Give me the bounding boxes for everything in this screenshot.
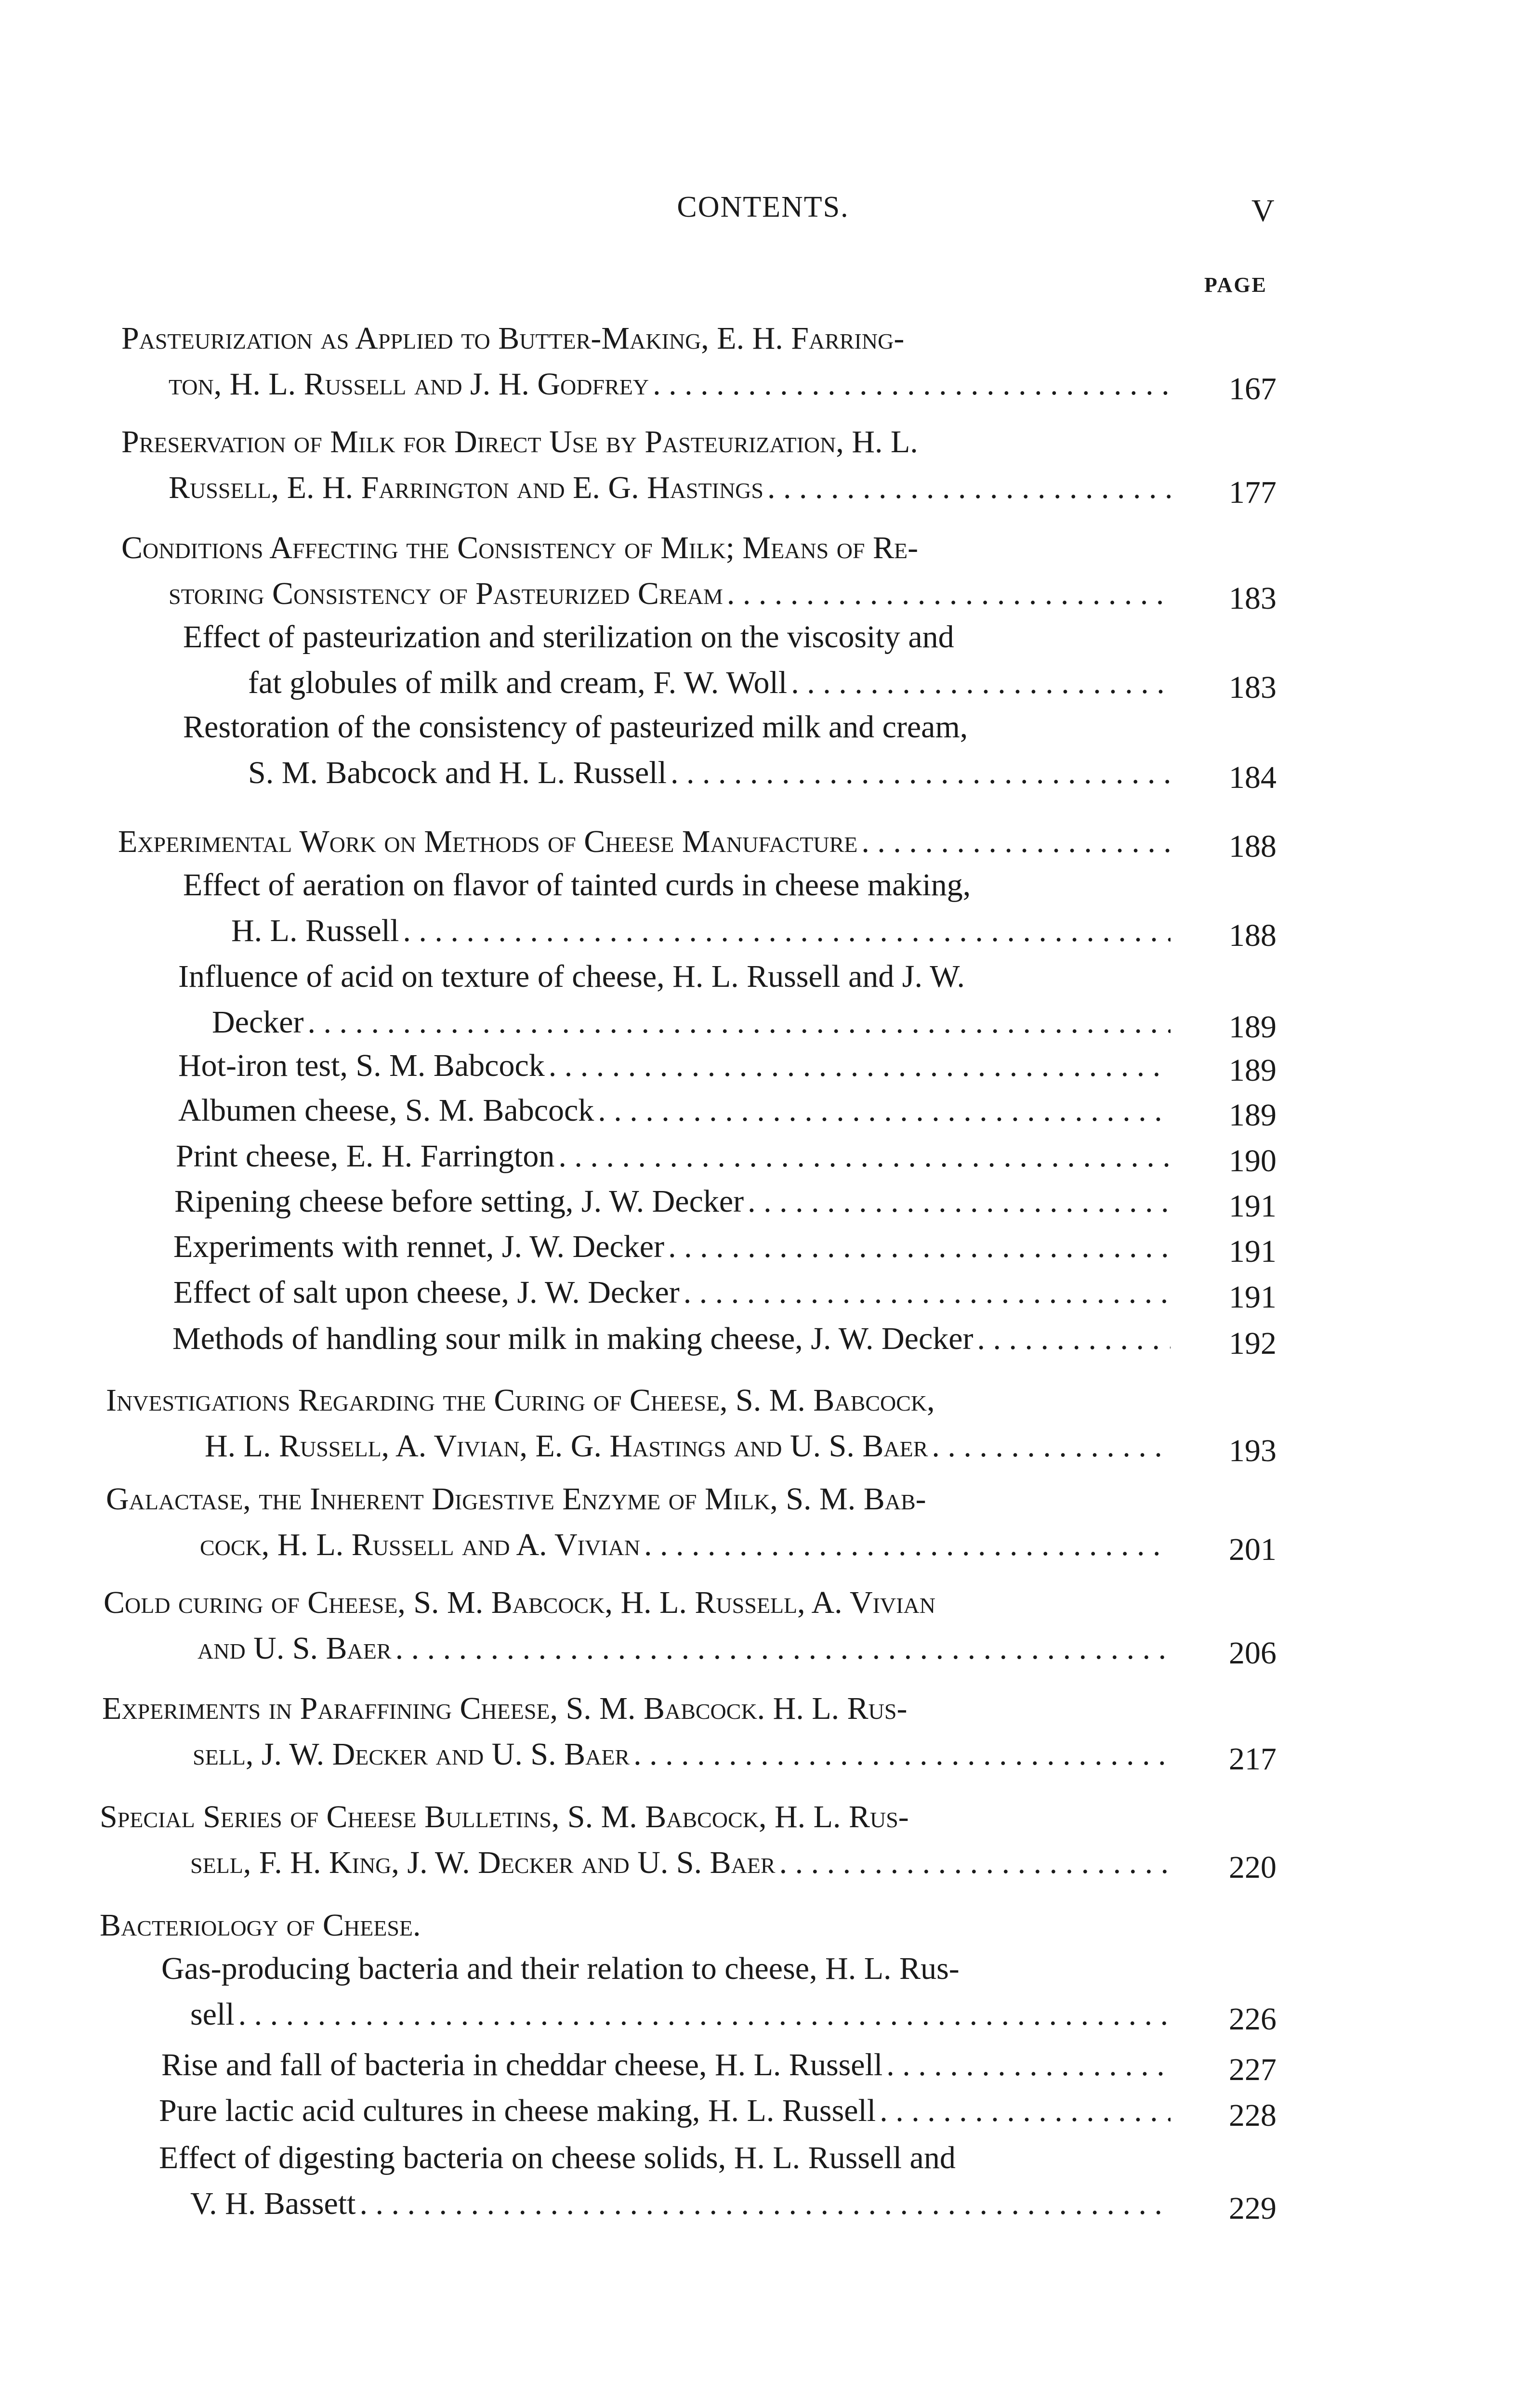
toc-entry-line	[161, 2042, 1171, 2088]
running-title: CONTENTS.	[677, 191, 849, 223]
toc-entry	[159, 2088, 1171, 2133]
toc-entry-line	[159, 2088, 1171, 2133]
leader-dots	[403, 908, 1171, 954]
toc-entry-text: Effect of digesting bacteria on cheese solids, H. L. Russell and	[159, 2140, 956, 2175]
toc-entry	[104, 1580, 1171, 1671]
toc-page-number: 167	[1229, 371, 1276, 406]
toc-entry-text: Special Series of Cheese Bulletins, S. M. Babcock, H. L. Rus-	[100, 1799, 909, 1834]
toc-entry	[173, 1269, 1171, 1315]
toc-entry	[121, 525, 1171, 616]
page-folio: V	[1251, 193, 1275, 228]
toc-entry-line	[173, 1269, 1171, 1315]
toc-entry	[178, 954, 1171, 1045]
toc-entry-text: Investigations Regarding the Curing of Cheese, S. M. Babcock,	[106, 1383, 935, 1418]
toc-entry	[173, 1224, 1171, 1269]
toc-entry-text: Decker	[212, 1005, 304, 1040]
toc-entry-text: sell	[190, 1997, 235, 2032]
toc-entry-text: storing Consistency of Pasteurized Cream	[169, 576, 723, 611]
toc-page-number: 192	[1229, 1326, 1276, 1361]
leader-dots	[395, 1625, 1171, 1671]
toc-entry-line	[100, 1902, 1171, 1948]
toc-page-number: 191	[1229, 1189, 1276, 1224]
toc-entry-text: Galactase, the Inherent Digestive Enzyme of Milk, S. M. Bab-	[106, 1481, 926, 1517]
toc-entry	[100, 1794, 1171, 1885]
toc-entry-text: Gas-producing bacteria and their relation to cheese, H. L. Rus-	[161, 1951, 960, 1986]
toc-page-number: 188	[1229, 829, 1276, 864]
toc-entry-line	[176, 1133, 1171, 1179]
toc-entry-line	[161, 1946, 1171, 1991]
toc-entry-text: and U. S. Baer	[197, 1631, 392, 1666]
leader-dots	[558, 1133, 1171, 1179]
toc-entry-line	[106, 1476, 1171, 1522]
leader-dots	[653, 361, 1171, 407]
leader-dots	[238, 1991, 1171, 2037]
toc-entry	[178, 1087, 1171, 1133]
toc-entry	[176, 1133, 1171, 1179]
toc-entry-line	[161, 1991, 1171, 2037]
toc-entry-text: Rise and fall of bacteria in cheddar cheese, H. L. Russell	[161, 2047, 883, 2082]
toc-page-number: 226	[1229, 2002, 1276, 2037]
toc-entry-text: Albumen cheese, S. M. Babcock	[178, 1093, 594, 1128]
leader-dots	[748, 1178, 1171, 1224]
toc-entry	[183, 614, 1171, 706]
toc-page-number: 193	[1229, 1433, 1276, 1468]
toc-entry-text: V. H. Bassett	[190, 2186, 356, 2221]
toc-entry-text: Conditions Affecting the Consistency of Milk; Means of Re-	[121, 530, 919, 565]
toc-entry-text: Bacteriology of Cheese.	[100, 1908, 421, 1943]
toc-entry-line	[102, 1686, 1171, 1731]
leader-dots	[791, 660, 1171, 706]
leader-dots	[549, 1043, 1171, 1088]
toc-entry-text: Methods of handling sour milk in making cheese, J. W. Decker	[172, 1321, 973, 1356]
toc-entry	[121, 419, 1171, 510]
toc-entry-text: Russell, E. H. Farrington and E. G. Hastings	[169, 470, 763, 505]
toc-entry-line	[183, 704, 1171, 750]
toc-page-number: 184	[1229, 760, 1276, 795]
toc-entry	[106, 1377, 1171, 1469]
toc-entry-text: Experiments in Paraffining Cheese, S. M. Babcock. H. L. Rus-	[102, 1691, 908, 1726]
toc-entry-line	[159, 2181, 1171, 2226]
toc-entry-line	[102, 1731, 1171, 1777]
toc-entry-line	[100, 1840, 1171, 1885]
toc-page-number: 228	[1229, 2098, 1276, 2133]
toc-entry-text: Preservation of Milk for Direct Use by Pasteurization, H. L.	[121, 424, 918, 459]
toc-entry-line	[174, 1178, 1171, 1224]
leader-dots	[779, 1840, 1171, 1885]
page-column-label: PAGE	[1204, 273, 1267, 297]
toc-page-number: 227	[1229, 2052, 1276, 2087]
leader-dots	[671, 750, 1171, 796]
toc-entry-line	[104, 1625, 1171, 1671]
toc-entry-line	[183, 908, 1171, 954]
toc-entry-line	[121, 315, 1171, 361]
toc-entry	[102, 1686, 1171, 1777]
leader-dots	[308, 999, 1171, 1045]
toc-page-number: 188	[1229, 918, 1276, 953]
toc-page-number: 189	[1229, 1053, 1276, 1088]
toc-entry-text: Pure lactic acid cultures in cheese making, H. L. Russell	[159, 2093, 876, 2128]
toc-entry-line	[178, 1087, 1171, 1133]
leader-dots	[880, 2088, 1171, 2133]
toc-page-number: 206	[1229, 1636, 1276, 1671]
leader-dots	[668, 1224, 1171, 1269]
toc-entry-line	[118, 819, 1171, 864]
toc-page-number: 229	[1229, 2191, 1276, 2226]
toc-entry-line	[172, 1316, 1171, 1361]
toc-entry	[178, 1043, 1171, 1088]
toc-page-number: 183	[1229, 670, 1276, 705]
toc-page-number: 190	[1229, 1143, 1276, 1178]
leader-dots	[598, 1087, 1171, 1133]
toc-page-number: 189	[1229, 1098, 1276, 1133]
toc-entry	[161, 2042, 1171, 2088]
toc-entry-line	[183, 660, 1171, 706]
toc-entry-line	[121, 571, 1171, 616]
toc-page-number: 177	[1229, 475, 1276, 510]
toc-entry	[100, 1902, 1171, 1948]
toc-entry-line	[106, 1423, 1171, 1469]
toc-entry	[159, 2135, 1171, 2226]
toc-entry-text: Influence of acid on texture of cheese, H. L. Russell and J. W.	[178, 959, 965, 994]
toc-entry-line	[183, 614, 1171, 660]
leader-dots	[767, 465, 1171, 510]
leader-dots	[359, 2181, 1171, 2226]
toc-entry-text: Effect of aeration on flavor of tainted curds in cheese making,	[183, 867, 971, 903]
toc-entry	[183, 862, 1171, 954]
toc-entry-text: Experimental Work on Methods of Cheese Manufacture	[118, 824, 858, 859]
toc-entry-text: Experiments with rennet, J. W. Decker	[173, 1229, 665, 1264]
toc-entry-text: Pasteurization as Applied to Butter-Making, E. H. Farring-	[121, 321, 905, 356]
toc-entry-line	[104, 1580, 1171, 1625]
toc-entry-text: Effect of salt upon cheese, J. W. Decker	[173, 1275, 680, 1310]
toc-entry-line	[121, 525, 1171, 571]
toc-entry-text: sell, J. W. Decker and U. S. Baer	[193, 1737, 630, 1772]
toc-entry-text: Hot-iron test, S. M. Babcock	[178, 1048, 545, 1083]
leader-dots	[633, 1731, 1171, 1777]
toc-entry-text: Ripening cheese before setting, J. W. Decker	[174, 1184, 744, 1219]
toc-page-number: 191	[1229, 1280, 1276, 1315]
leader-dots	[644, 1522, 1171, 1568]
toc-entry	[183, 704, 1171, 796]
toc-entry	[121, 315, 1171, 407]
leader-dots	[886, 2042, 1171, 2088]
toc-entry-text: cock, H. L. Russell and A. Vivian	[200, 1527, 640, 1562]
toc-entry-line	[178, 1043, 1171, 1088]
toc-entry-line	[178, 999, 1171, 1045]
toc-entry-text: Restoration of the consistency of pasteurized milk and cream,	[183, 709, 968, 745]
toc-page-number: 217	[1229, 1741, 1276, 1777]
toc-entry	[174, 1178, 1171, 1224]
toc-entry-line	[121, 465, 1171, 510]
toc-entry-text: fat globules of milk and cream, F. W. Woll	[248, 665, 788, 700]
leader-dots	[727, 571, 1171, 616]
toc-entry-text: ton, H. L. Russell and J. H. Godfrey	[169, 366, 649, 402]
toc-entry-text: H. L. Russell	[231, 913, 399, 948]
toc-entry	[106, 1476, 1171, 1568]
toc-entry-line	[121, 419, 1171, 465]
toc-entry-text: Effect of pasteurization and sterilization on the viscosity and	[183, 619, 954, 654]
toc-entry-line	[183, 750, 1171, 796]
toc-entry-text: H. L. Russell, A. Vivian, E. G. Hastings and U. S. Baer	[205, 1428, 928, 1464]
leader-dots	[977, 1316, 1171, 1361]
toc-page-number: 201	[1229, 1532, 1276, 1567]
leader-dots	[684, 1269, 1171, 1315]
toc-entry-line	[106, 1522, 1171, 1568]
toc-entry-line	[178, 954, 1171, 999]
toc-entry-line	[159, 2135, 1171, 2181]
leader-dots	[861, 819, 1171, 864]
toc-entry-line	[100, 1794, 1171, 1840]
toc-page-number: 189	[1229, 1009, 1276, 1045]
toc-page-number: 183	[1229, 581, 1276, 616]
toc-entry-line	[173, 1224, 1171, 1269]
toc-page-number: 191	[1229, 1234, 1276, 1269]
toc-entry-text: sell, F. H. King, J. W. Decker and U. S. Baer	[190, 1845, 776, 1880]
toc-entry-text: S. M. Babcock and H. L. Russell	[248, 755, 667, 790]
toc-page-number: 220	[1229, 1850, 1276, 1885]
toc-entry	[172, 1316, 1171, 1361]
toc-entry-text: Print cheese, E. H. Farrington	[176, 1139, 555, 1174]
toc-entry-text: Cold curing of Cheese, S. M. Babcock, H. L. Russell, A. Vivian	[104, 1585, 935, 1620]
toc-entry-line	[106, 1377, 1171, 1423]
toc-entry	[161, 1946, 1171, 2037]
toc-entry-line	[183, 862, 1171, 908]
toc-entry	[118, 819, 1171, 864]
leader-dots	[932, 1423, 1171, 1469]
toc-entry-line	[121, 361, 1171, 407]
